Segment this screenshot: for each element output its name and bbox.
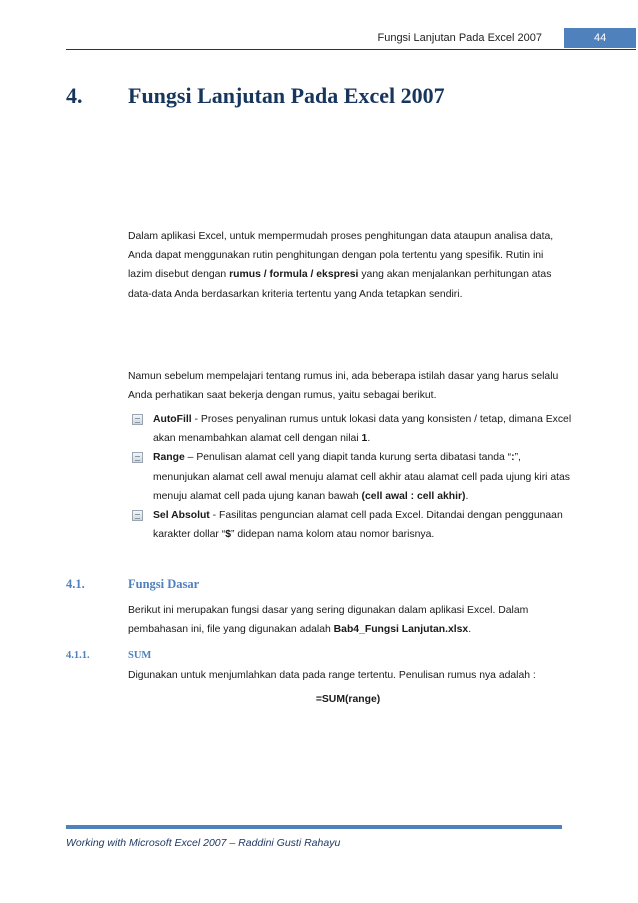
section-text: Berikut ini merupakan fungsi dasar yang sering digunakan dalam aplikasi Excel. Dalam pembahasan ini, file yang digunakan adalah (128, 605, 529, 636)
page-number-badge: 44 (564, 28, 636, 48)
bullet-icon (132, 510, 143, 521)
chapter-number: 4. (66, 83, 83, 108)
intro-paragraph-1 (128, 227, 568, 304)
running-header-title: Fungsi Lanjutan Pada Excel 2007 (377, 32, 542, 44)
list-item (132, 410, 572, 448)
term-bold: : (511, 452, 515, 464)
intro-text-end: yang akan menjalankan perhitungan atas data-data Anda berdasarkan kriteria tertentu yang Anda tetapkan sendiri. (128, 269, 552, 300)
term-bold: (cell awal : cell akhir) (361, 490, 466, 502)
intro-paragraph-2: Namun sebelum mempelajari tentang rumus ini, ada beberapa istilah dasar yang harus selalu Anda perhatikan saat bekerja dengan rumus, yaitu sebagai berikut. (128, 371, 559, 402)
term-bold: 1 (361, 433, 368, 445)
list-item (132, 448, 572, 506)
term-text-mid: ”, menunjukan alamat cell awal menuju alamat cell akhir atau alamat cell pada ujung kiri atas menuju alamat cell pada ujung kanan bawah (153, 452, 571, 502)
bullet-icon (132, 452, 143, 463)
section-number: 4.1. (66, 577, 85, 591)
bullet-icon (132, 414, 143, 425)
section-title: Fungsi Dasar (128, 577, 200, 591)
section-filename: Bab4_Fungsi Lanjutan.xlsx (333, 624, 469, 636)
term-text-end: . (465, 490, 469, 502)
term-range: Range (153, 452, 185, 464)
footer-rule (66, 825, 562, 829)
section-text-end: . (468, 624, 472, 636)
footer-text: Working with Microsoft Excel 2007 – Raddini Gusti Rahayu (66, 837, 341, 849)
subsection-number: 4.1.1. (66, 650, 90, 661)
term-text: - Fasilitas penguncian alamat cell pada Excel. Ditandai dengan penggunaan karakter dollar “ (153, 510, 563, 541)
terms-list (132, 410, 572, 544)
list-item (132, 506, 572, 544)
term-autofill: AutoFill (153, 414, 192, 425)
term-bold: $ (225, 529, 231, 541)
term-text-mid: ” didepan nama kolom atau nomor barisnya. (230, 529, 435, 541)
subsection-paragraph: Digunakan untuk menjumlahkan data pada range tertentu. Penulisan rumus nya adalah : (128, 670, 536, 681)
term-text: – Penulisan alamat cell yang diapit tanda kurung serta dibatasi tanda “ (184, 452, 512, 464)
header-rule (66, 49, 636, 50)
term-sel-absolut: Sel Absolut (153, 510, 210, 522)
formula: =SUM(range) (315, 694, 381, 705)
term-text: - Proses penyalinan rumus untuk lokasi data yang konsisten / tetap, dimana Excel akan menambahkan alamat cell dengan nilai (153, 414, 572, 445)
chapter-title: Fungsi Lanjutan Pada Excel 2007 (128, 83, 445, 108)
intro-bold-term: rumus / formula / ekspresi (229, 269, 359, 281)
subsection-title: SUM (128, 650, 152, 661)
section-paragraph (128, 601, 568, 639)
term-text-end: . (367, 433, 371, 445)
intro-text: Dalam aplikasi Excel, untuk mempermudah proses penghitungan data ataupun analisa data, Anda dapat menggunakan rutin penghitungan dengan pola tertentu yang spesifik. Rutin ini lazim disebut dengan (128, 231, 554, 281)
